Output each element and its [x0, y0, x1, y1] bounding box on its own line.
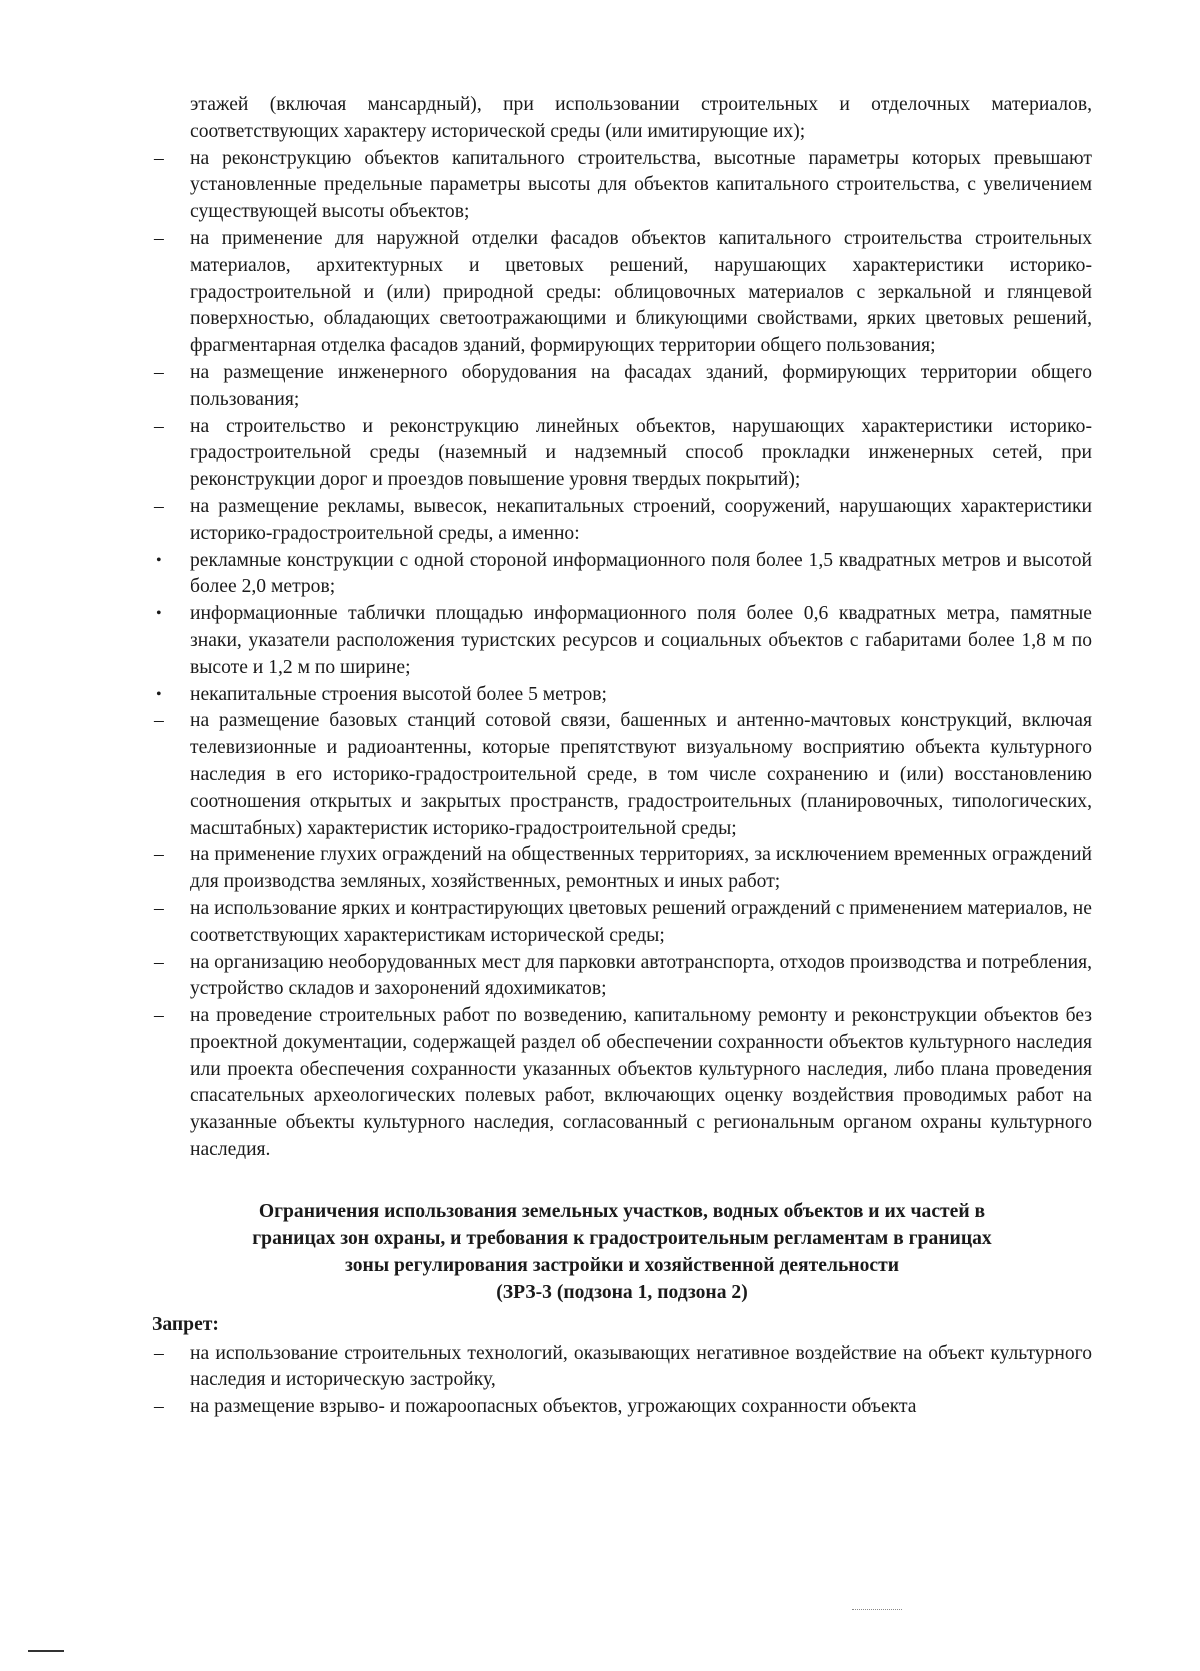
- section-heading-line: Ограничения использования земельных участков, водных объектов и их частей в: [258, 1200, 986, 1222]
- ban-label: Запрет:: [152, 1313, 219, 1335]
- list-item-text: на использование ярких и контрастирующих цветовых решений ограждений с применением материалов, не соответствующих характеристикам исторической среды;: [190, 897, 1092, 946]
- list-item-text: на размещение рекламы, вывесок, некапитальных строений, сооружений, нарушающих характеристики историко-градостроительной среды, а именно:: [190, 495, 1092, 544]
- dash-marker: –: [154, 897, 164, 919]
- intro-continuation: этажей (включая мансардный), при использовании строительных и отделочных материалов, соответствующих характеру исторической среды (или имитирующие их);: [190, 94, 1092, 142]
- restriction-list-second: [152, 708, 1092, 1164]
- bullet-marker: •: [156, 605, 162, 623]
- bullet-marker: •: [156, 685, 162, 703]
- list-item: [152, 360, 1092, 414]
- bullet-item-text: некапитальные строения высотой более 5 метров;: [190, 683, 607, 705]
- document-body: [152, 92, 1092, 1421]
- list-item: [152, 1394, 1092, 1421]
- bullet-item: [152, 548, 1092, 602]
- bullet-item-text: информационные таблички площадью информационного поля более 0,6 квадратных метра, памятные знаки, указатели расположения туристских ресурсов и социальных объектов с габаритами более 1,8 м по высоте и 1,2 м по ширине;: [190, 603, 1092, 678]
- list-item-text: на строительство и реконструкцию линейных объектов, нарушающих характеристики историко-градостроительной среды (наземный и надземный способ прокладки инженерных сетей, при реконструкции дорог и проездов повышение уровня твердых покрытий);: [190, 415, 1092, 491]
- dash-marker: –: [154, 710, 164, 732]
- dash-marker: –: [154, 1005, 164, 1027]
- restriction-list-third: [152, 1341, 1092, 1421]
- section-heading: [152, 1198, 1092, 1306]
- list-item: [152, 414, 1092, 494]
- section-heading-line: зоны регулирования застройки и хозяйственной деятельности: [344, 1254, 900, 1276]
- dash-marker: –: [154, 147, 164, 169]
- section-heading-line: границах зон охраны, и требования к градостроительным регламентам в границах: [252, 1227, 992, 1249]
- bullet-item: [152, 601, 1092, 681]
- restriction-list-first: [152, 146, 1092, 548]
- list-item-text: на реконструкцию объектов капитального строительства, высотные параметры которых превышают установленные предельные параметры высоты для объектов капитального строительства, с увеличением существующей высоты объектов;: [190, 147, 1092, 223]
- dash-marker: –: [154, 361, 164, 383]
- list-item: [152, 842, 1092, 896]
- page-edge-mark: [28, 1650, 64, 1652]
- scan-artifact: [852, 1609, 902, 1611]
- list-item-text: на применение для наружной отделки фасадов объектов капитального строительства строительных материалов, архитектурных и цветовых решений, нарушающих характеристики историко-градостроительной и (или) природной среды: облицовочных материалов с зеркальной и глянцевой поверхностью, обладающих светоотражающими и бликующими свойствами, ярких цветовых решений, фрагментарная отделка фасадов зданий, формирующих территории общего пользования;: [190, 227, 1092, 357]
- list-item-text: на размещение инженерного оборудования на фасадах зданий, формирующих территории общего пользования;: [190, 361, 1092, 410]
- dash-marker: –: [154, 415, 164, 437]
- list-item-text: на проведение строительных работ по возведению, капитальному ремонту и реконструкции объектов без проектной документации, содержащей раздел об обеспечении сохранности объектов культурного наследия или проекта обеспечения сохранности указанных объектов культурного наследия, либо плана проведения спасательных археологических полевых работ, включающих оценку воздействия проводимых работ на указанные объекты культурного наследия, согласованный с региональным органом охраны культурного наследия.: [190, 1005, 1092, 1161]
- list-item-text: на использование строительных технологий, оказывающих негативное воздействие на объект культурного наследия и историческую застройку,: [190, 1342, 1092, 1391]
- list-item: [152, 146, 1092, 226]
- dash-marker: –: [154, 844, 164, 866]
- section-heading-line: (ЗРЗ-3 (подзона 1, подзона 2): [496, 1281, 748, 1303]
- list-item: [152, 950, 1092, 1004]
- list-item-text: на размещение взрыво- и пожароопасных объектов, угрожающих сохранности объекта: [190, 1396, 917, 1418]
- list-item: [152, 896, 1092, 950]
- bullet-item: [152, 682, 1092, 709]
- list-item: [152, 708, 1092, 842]
- dash-marker: –: [154, 495, 164, 517]
- list-item-text: на применение глухих ограждений на общественных территориях, за исключением временных ограждений для производства земляных, хозяйственных, ремонтных и иных работ;: [190, 844, 1092, 893]
- list-item-text: на размещение базовых станций сотовой связи, башенных и антенно-мачтовых конструкций, включая телевизионные и радиоантенны, которые препятствуют визуальному восприятию объекта культурного наследия в его историко-градостроительной среде, в том числе сохранению и (или) восстановлению соотношения открытых и закрытых пространств, градостроительных (планировочных, типологических, масштабных) характеристик историко-градостроительной среды;: [190, 710, 1092, 839]
- dash-marker: –: [154, 1342, 164, 1364]
- list-item: [152, 494, 1092, 548]
- bullet-list: [152, 548, 1092, 709]
- bullet-item-text: рекламные конструкции с одной стороной информационного поля более 1,5 квадратных метров и высотой более 2,0 метров;: [190, 549, 1092, 598]
- list-item-text: на организацию необорудованных мест для парковки автотранспорта, отходов производства и потребления, устройство складов и захоронений ядохимикатов;: [190, 951, 1092, 1000]
- bullet-marker: •: [156, 551, 162, 569]
- dash-marker: –: [154, 951, 164, 973]
- dash-marker: –: [154, 1396, 164, 1418]
- list-item: [152, 1003, 1092, 1164]
- list-item: [152, 226, 1092, 360]
- list-item: [152, 1341, 1092, 1395]
- dash-marker: –: [154, 227, 164, 249]
